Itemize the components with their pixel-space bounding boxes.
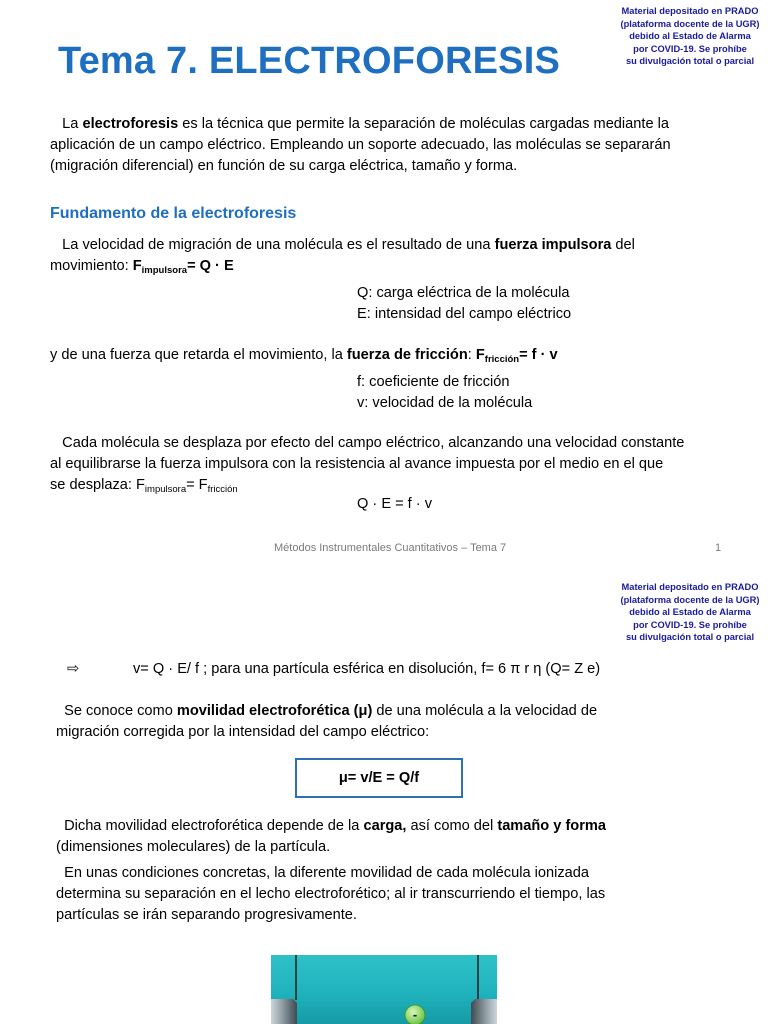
depends-line bbox=[56, 816, 606, 837]
intro-line: aplicación de un campo eléctrico. Empleando un soporte adecuado, las moléculas se separarán bbox=[50, 137, 671, 153]
q-e-definitions bbox=[357, 283, 571, 325]
formula-symbol: F bbox=[475, 347, 485, 363]
formula-rest: = f · v bbox=[519, 347, 558, 363]
text-run: La bbox=[62, 116, 83, 132]
mobility-line: migración corregida por la intensidad del campo eléctrico: bbox=[56, 724, 430, 740]
mobility-formula: μ= v/E = Q/f bbox=[338, 770, 420, 786]
bold-term: electroforesis bbox=[82, 116, 179, 132]
right-electrode bbox=[471, 999, 497, 1024]
formula-subscript: fricción bbox=[207, 484, 238, 495]
notice-line: su divulgación total o parcial bbox=[625, 632, 755, 643]
velocity-line bbox=[50, 256, 635, 281]
definition-f: f: coeficiente de fricción bbox=[357, 374, 510, 390]
bold-term: fuerza impulsora bbox=[494, 237, 612, 253]
notice-line: (plataforma docente de la UGR) bbox=[620, 594, 760, 605]
text-run: Se conoce como bbox=[64, 703, 177, 719]
notice-line: su divulgación total o parcial bbox=[625, 56, 755, 67]
notice-line: Material depositado en PRADO bbox=[621, 582, 759, 592]
friction-paragraph bbox=[50, 345, 558, 370]
separation-line bbox=[56, 863, 605, 884]
mobility-paragraph bbox=[56, 701, 597, 743]
text-run: se desplaza: F bbox=[50, 477, 145, 493]
bold-term: tamaño y forma bbox=[497, 818, 606, 834]
impulse-force-formula bbox=[133, 258, 234, 274]
definition-v: v: velocidad de la molécula bbox=[357, 395, 533, 411]
bold-term: carga, bbox=[363, 818, 407, 834]
text-run: : bbox=[467, 347, 476, 363]
copyright-notice bbox=[610, 581, 768, 644]
equilibrium-paragraph bbox=[50, 433, 684, 500]
f-v-definitions bbox=[357, 372, 532, 414]
intro-line: (migración diferencial) en función de su carga eléctrica, tamaño y forma. bbox=[50, 158, 518, 174]
arrow-icon: ⇨ bbox=[67, 661, 80, 677]
text-run: es la técnica que permite la separación de moléculas cargadas mediante la bbox=[178, 116, 669, 132]
notice-line: por COVID-19. Se prohíbe bbox=[633, 43, 747, 54]
mobility-line bbox=[56, 701, 597, 722]
text-run: La velocidad de migración de una molécula es el resultado de una bbox=[62, 237, 495, 253]
bold-term: fuerza de fricción bbox=[346, 347, 468, 363]
text-run: Cada molécula se desplaza por efecto del campo eléctrico, alcanzando una velocidad constante bbox=[62, 435, 685, 451]
depends-line: (dimensiones moleculares) de la partícula. bbox=[56, 839, 331, 855]
electrophoresis-illustration bbox=[271, 955, 497, 1024]
section-heading: Fundamento de la electroforesis bbox=[50, 205, 297, 222]
separation-line: determina su separación en el lecho electroforético; al ir transcurriendo el tiempo, las bbox=[56, 886, 606, 902]
ion-charge-sign: - bbox=[412, 1007, 418, 1022]
formula-subscript: impulsora bbox=[144, 484, 187, 495]
intro-paragraph bbox=[50, 114, 671, 177]
notice-line: por COVID-19. Se prohíbe bbox=[633, 619, 747, 630]
formula-symbol: F bbox=[132, 258, 142, 274]
equilibrium-line: al equilibrarse la fuerza impulsora con la resistencia al avance impuesta por el medio en el que bbox=[50, 456, 664, 472]
slide-title: Tema 7. ELECTROFORESIS bbox=[58, 40, 561, 82]
text-run: de una molécula a la velocidad de bbox=[372, 703, 598, 719]
notice-line: (plataforma docente de la UGR) bbox=[620, 18, 760, 29]
intro-line bbox=[50, 114, 671, 135]
equilibrium-equation: Q · E = f · v bbox=[357, 496, 433, 512]
text-run: del bbox=[611, 237, 635, 253]
bold-term: movilidad electroforética (μ) bbox=[176, 703, 373, 719]
copyright-notice bbox=[610, 5, 768, 68]
separation-line: partículas se irán separando progresivamente. bbox=[56, 907, 357, 923]
notice-line: debido al Estado de Alarma bbox=[629, 607, 751, 618]
notice-line: Material depositado en PRADO bbox=[621, 6, 759, 16]
text-run: así como del bbox=[406, 818, 498, 834]
formula-subscript: fricción bbox=[484, 354, 520, 365]
text-run: = F bbox=[186, 477, 208, 493]
depends-paragraph bbox=[56, 816, 606, 858]
friction-force-formula bbox=[476, 347, 558, 363]
left-electrode bbox=[271, 999, 297, 1024]
text-run: Dicha movilidad electroforética depende de la bbox=[64, 818, 364, 834]
velocity-line bbox=[50, 235, 635, 256]
formula-subscript: impulsora bbox=[141, 265, 188, 276]
text-run: En unas condiciones concretas, la diferente movilidad de cada molécula ionizada bbox=[64, 865, 589, 881]
definition-q: Q: carga eléctrica de la molécula bbox=[357, 285, 570, 301]
notice-line: debido al Estado de Alarma bbox=[629, 31, 751, 42]
text-run: movimiento: bbox=[50, 258, 133, 274]
friction-line bbox=[50, 345, 558, 370]
electrophoresis-diagram bbox=[271, 955, 497, 1024]
formula-rest: = Q · E bbox=[187, 258, 234, 274]
equilibrium-line bbox=[50, 433, 684, 454]
separation-paragraph bbox=[56, 863, 605, 926]
page-number: 1 bbox=[715, 542, 722, 554]
velocity-paragraph bbox=[50, 235, 635, 281]
slide-footer: Métodos Instrumentales Cuantitativos – Tema 7 bbox=[274, 542, 507, 554]
velocity-equation: v= Q · E/ f ; para una partícula esférica en disolución, f= 6 π r η (Q= Z e) bbox=[133, 661, 601, 677]
text-run: y de una fuerza que retarda el movimiento, la bbox=[50, 347, 347, 363]
mobility-formula-box bbox=[295, 758, 463, 798]
definition-e: E: intensidad del campo eléctrico bbox=[357, 306, 572, 322]
